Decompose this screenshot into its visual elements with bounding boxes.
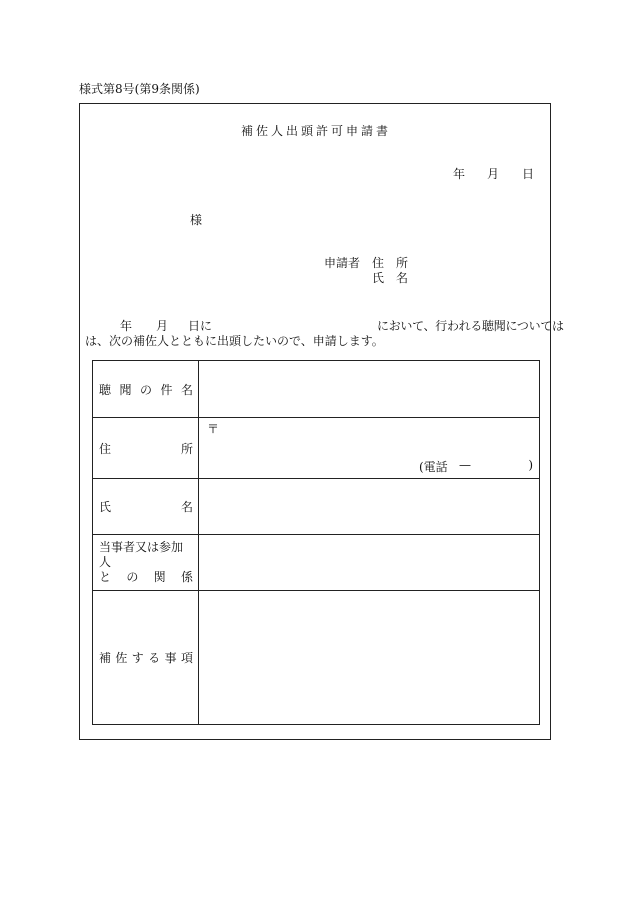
label-char: 所 [180,441,193,456]
label-char: 件 [160,382,173,397]
relationship-label-line1: 当事者又は参加人 [99,540,184,569]
address-label [93,418,199,479]
relationship-label [93,535,199,591]
name-field[interactable] [199,479,540,535]
phone-open-label: (電話 [419,460,448,474]
applicant-name-label: 氏 名 [372,271,409,285]
applicant-address-label: 申請者 住 所 [324,256,409,270]
label-char: の [126,570,139,584]
label-char: 名 [180,500,193,514]
form-number-label: 様式第8号(第9条関係) [79,82,200,96]
label-char: の [139,382,152,397]
phone-close-paren: ) [528,458,533,472]
assistance-matters-label [93,591,199,725]
label-char: 事 [164,651,177,665]
hearing-subject-field[interactable] [199,361,540,418]
assistance-matters-field[interactable] [199,591,540,725]
label-char: 名 [180,382,193,397]
label-char: 補 [99,651,112,665]
relationship-field[interactable] [199,535,540,591]
phone-number-field[interactable] [419,458,533,475]
applicant-block [324,256,408,286]
label-char: 氏 [99,500,112,514]
date-day-label: 日 [522,167,535,181]
postal-mark: 〒 [207,422,220,436]
label-char: す [131,651,144,665]
body-line1-text: において、行われる聴聞については [377,319,564,333]
body-year-label: 年 [120,319,133,333]
name-label [93,479,199,535]
label-char: 住 [99,441,112,456]
label-char: 聞 [119,382,132,397]
table-row [93,479,540,535]
label-char: 聴 [99,382,112,397]
date-month-label: 月 [487,167,500,181]
phone-dash: — [459,458,471,472]
body-line2-text: は、次の補佐人とともに出頭したいので、申請します。 [85,334,384,348]
addressee-suffix: 様 [190,213,203,227]
table-row [93,418,540,479]
form-frame [79,103,564,740]
applicant-details-table [92,360,540,725]
label-char: と [99,570,112,584]
label-char: る [148,651,161,665]
label-char: 係 [180,570,193,584]
label-char: 項 [180,651,193,665]
date-year-label: 年 [453,167,466,181]
table-row [93,591,540,725]
body-month-label: 月 [156,319,169,333]
form-title: 補佐人出頭許可申請書 [240,124,391,138]
table-row [93,535,540,591]
address-field[interactable] [199,418,540,479]
label-char: 佐 [115,651,128,665]
table-row [93,361,540,418]
body-day-label: 日に [188,319,213,333]
label-char: 関 [153,570,166,584]
hearing-subject-label [93,361,199,418]
